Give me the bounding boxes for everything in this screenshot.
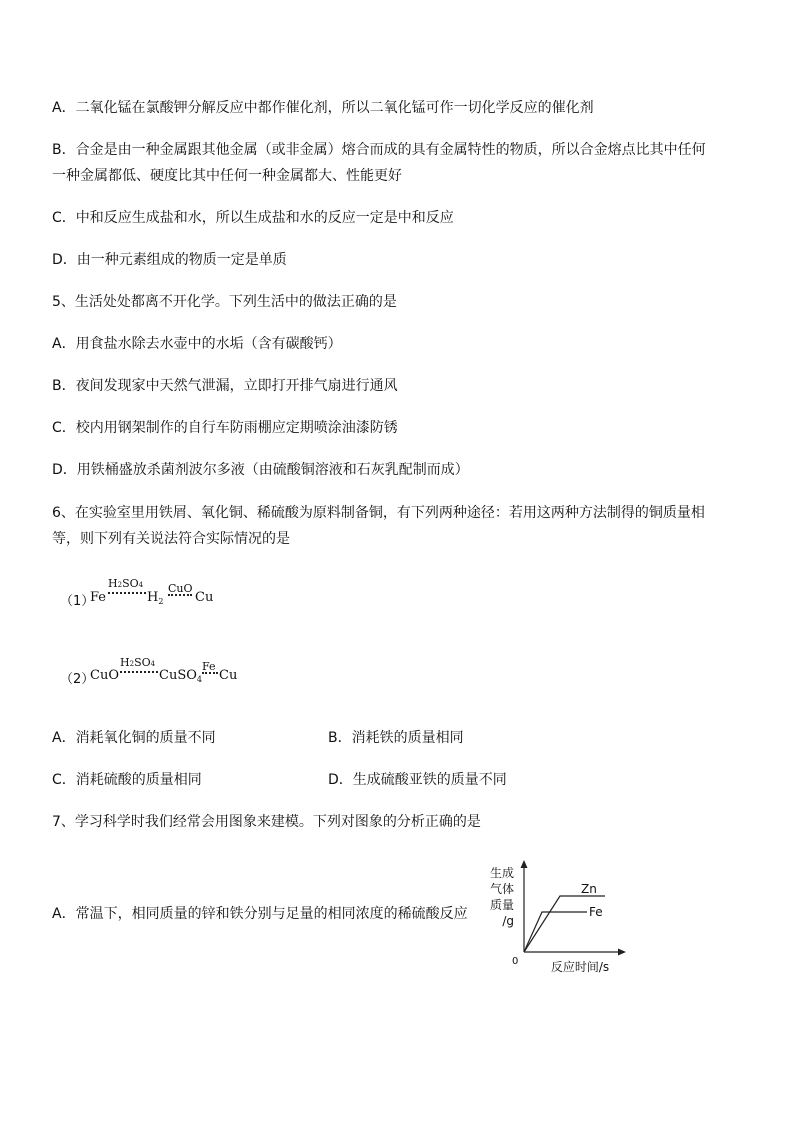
q4-option-d: D．由一种元素组成的物质一定是单质 bbox=[52, 252, 287, 268]
route-1-arrow-2 bbox=[168, 594, 192, 596]
q5-option-a: A．用食盐水除去水壶中的水垢（含有碳酸钙） bbox=[52, 336, 342, 352]
x-axis-label: 反应时间/s bbox=[550, 960, 610, 974]
route-1-arrow-1 bbox=[108, 592, 146, 594]
q6-option-a: A．消耗氧化铜的质量不同 bbox=[52, 730, 216, 746]
series-line-fe bbox=[524, 912, 587, 952]
route-2-arrow-1 bbox=[120, 671, 158, 673]
route-2-intermediate: CuSO$_4$ bbox=[159, 668, 202, 684]
y-axis-arrow-icon bbox=[521, 860, 528, 868]
origin-label: 0 bbox=[512, 956, 519, 967]
q5-stem: 5、生活处处都离不开化学。下列生活中的做法正确的是 bbox=[52, 294, 397, 310]
route-1-start: Fe bbox=[90, 590, 107, 605]
route-1-label: （1） bbox=[60, 594, 95, 609]
route-1-reagent-1: H2SO4 bbox=[108, 577, 144, 590]
route-2-arrow-2 bbox=[202, 672, 218, 674]
y-axis-label-line: 生成 bbox=[489, 866, 514, 880]
q6-stem-line2: 等，则下列有关说法符合实际情况的是 bbox=[52, 531, 290, 547]
q4-option-b-line2: 一种金属都低、硬度比其中任何一种金属都大、性能更好 bbox=[52, 168, 402, 184]
route-2-reagent-2: Fe bbox=[202, 660, 216, 673]
y-axis-label-line: 气体 bbox=[489, 882, 514, 896]
y-axis-label-line: 质量 bbox=[489, 898, 514, 912]
q5-option-c: C．校内用钢架制作的自行车防雨棚应定期喷涂油漆防锈 bbox=[52, 420, 398, 436]
reaction-chart bbox=[470, 855, 640, 980]
q6-option-c: C．消耗硫酸的质量相同 bbox=[52, 772, 202, 788]
q4-option-c: C．中和反应生成盐和水，所以生成盐和水的反应一定是中和反应 bbox=[52, 210, 454, 226]
route-2-label: （2） bbox=[60, 672, 95, 687]
route-2-start: CuO bbox=[90, 668, 119, 683]
q6-option-d: D．生成硫酸亚铁的质量不同 bbox=[328, 772, 507, 788]
q4-option-a: A．二氧化锰在氯酸钾分解反应中都作催化剂，所以二氧化锰可作一切化学反应的催化剂 bbox=[52, 100, 594, 116]
route-2-end: Cu bbox=[219, 668, 238, 683]
q6-stem-line1: 6、在实验室里用铁屑、氧化铜、稀硫酸为原料制备铜，有下列两种途径：若用这两种方法制得的铜质量相 bbox=[52, 505, 705, 521]
series-label-fe: Fe bbox=[589, 905, 603, 919]
x-axis-arrow-icon bbox=[618, 949, 626, 956]
series-label-zn: Zn bbox=[581, 882, 597, 896]
route-1-reagent-2: CuO bbox=[168, 582, 193, 595]
route-1-intermediate: $H_2$ bbox=[147, 590, 164, 606]
route-1-end: Cu bbox=[195, 590, 214, 605]
q4-option-b-line1: B．合金是由一种金属跟其他金属（或非金属）熔合而成的具有金属特性的物质，所以合金熔点比其中任何 bbox=[52, 142, 706, 158]
q7-option-a: A．常温下，相同质量的锌和铁分别与足量的相同浓度的稀硫酸反应 bbox=[52, 906, 468, 922]
q6-option-b: B．消耗铁的质量相同 bbox=[328, 730, 464, 746]
q7-stem: 7、学习科学时我们经常会用图象来建模。下列对图象的分析正确的是 bbox=[52, 814, 481, 830]
q5-option-d: D．用铁桶盛放杀菌剂波尔多液（由硫酸铜溶液和石灰乳配制而成） bbox=[52, 462, 469, 478]
route-2-reagent-1: H2SO4 bbox=[120, 656, 156, 669]
q5-option-b: B．夜间发现家中天然气泄漏，立即打开排气扇进行通风 bbox=[52, 378, 398, 394]
y-axis-label-line: /g bbox=[502, 914, 514, 928]
